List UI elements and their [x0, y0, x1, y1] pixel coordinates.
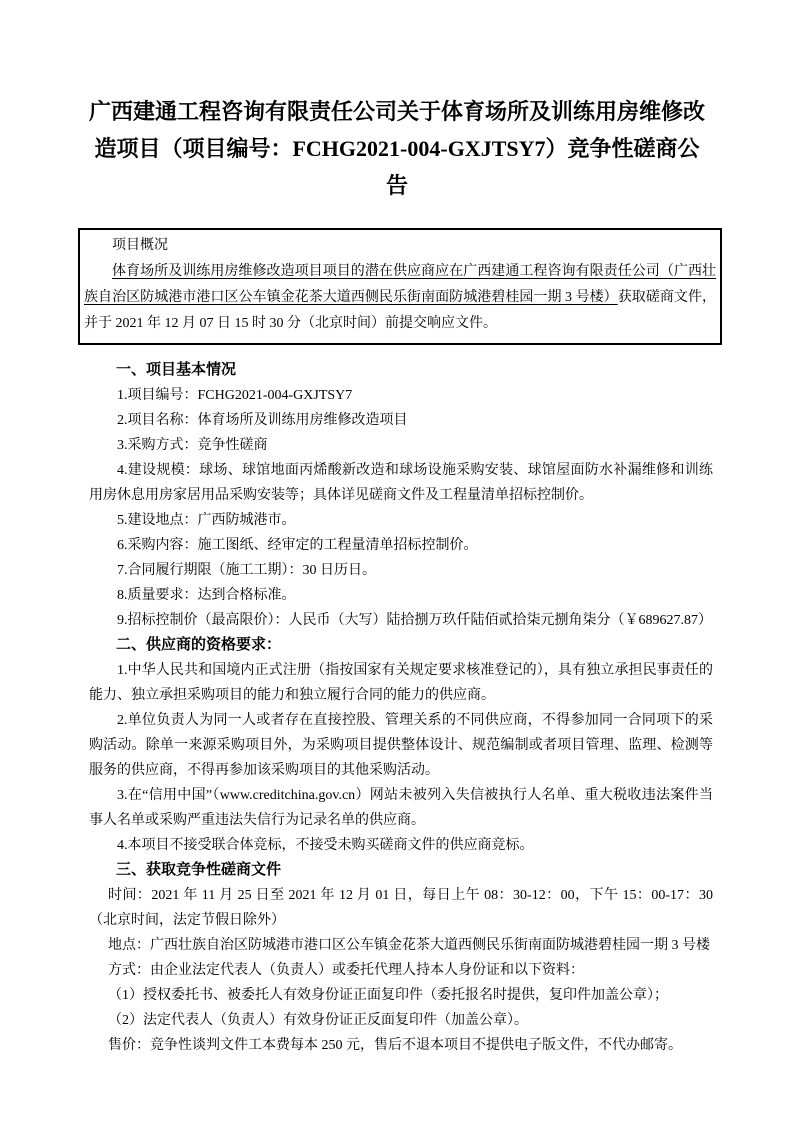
section-3-method-line: 方式：由企业法定代表人（负责人）或委托代理人持本人身份证和以下资料： [108, 963, 584, 978]
overview-paragraph [84, 259, 716, 337]
section-3-requirement-2: （2）法定代表人（负责人）有效身份证正反面复印件（加盖公章）。 [108, 1013, 528, 1028]
section-1-item-8: 8.质量要求：达到合格标准。 [117, 588, 296, 603]
page-title: 广西建通工程咨询有限责任公司关于体育场所及训练用房维修改造项目（项目编号：FCHG2021-004-GXJTSY7）竞争性磋商公告 [88, 99, 705, 198]
document-body [89, 358, 713, 1058]
section-3-price-line: 售价：竞争性谈判文件工本费每本 250 元，售后不退本项目不提供电子版文件，不代办邮寄。 [108, 1038, 682, 1053]
section-1-item-4: 4.建设规模：球场、球馆地面丙烯酸新改造和球场设施采购安装、球馆屋面防水补漏维修和训练用房休息用房家居用品采购安装等；具体详见磋商文件及工程量清单招标控制价。 [89, 463, 713, 503]
section-2-item-1: 1.中华人民共和国境内正式注册（指按国家有关规定要求核准登记的），具有独立承担民事责任的能力、独立承担采购项目的能力和独立履行合同的能力的供应商。 [89, 663, 713, 703]
overview-underlined-text: 体育场所及训练用房维修改造项目项目的潜在供应商应在广西建通工程咨询有限责任公司（广西壮族自治区防城港市港口区公车镇金花茶大道西侧民乐街南面防城港碧桂园一期 3 号楼） [84, 264, 716, 305]
section-3-requirement-1: （1）授权委托书、被委托人有效身份证正面复印件（委托报名时提供，复印件加盖公章）； [108, 988, 668, 1003]
section-2-heading: 二、供应商的资格要求： [116, 637, 282, 653]
section-3-location-line: 地点：广西壮族自治区防城港市港口区公车镇金花茶大道西侧民乐街南面防城港碧桂园一期 3 号楼 [108, 938, 710, 953]
section-1-item-5: 5.建设地点：广西防城港市。 [117, 513, 296, 528]
project-overview-box [78, 228, 722, 345]
section-3-heading: 三、获取竞争性磋商文件 [116, 862, 282, 878]
section-2-item-4: 4.本项目不接受联合体竞标，不接受未购买磋商文件的供应商竞标。 [117, 838, 534, 853]
section-1-item-6: 6.采购内容：施工图纸、经审定的工程量清单招标控制价。 [117, 538, 478, 553]
section-1-item-2: 2.项目名称：体育场所及训练用房维修改造项目 [117, 413, 408, 428]
section-1-item-3: 3.采购方式：竞争性磋商 [117, 438, 268, 453]
overview-normal-text: 获取磋商文件，并于 2021 年 12 月 07 日 15 时 30 分（北京时间）前提交响应文件。 [84, 290, 717, 331]
section-2-item-3: 3.在“信用中国”（www.creditchina.gov.cn）网站未被列入失信被执行人名单、重大税收违法案件当事人名单或采购严重违法失信行为记录名单的供应商。 [89, 788, 713, 828]
section-1-item-9: 9.招标控制价（最高限价）：人民币（大写）陆拾捌万玖仟陆佰贰拾柒元捌角柒分（￥689627.87） [117, 613, 712, 628]
section-3-time-line: 时间：2021 年 11 月 25 日至 2021 年 12 月 01 日，每日上午 08：30-12：00，下午 15：00-17：30（北京时间，法定节假日除外） [89, 888, 713, 928]
overview-heading: 项目概况 [112, 238, 168, 253]
section-1-item-1: 1.项目编号：FCHG2021-004-GXJTSY7 [117, 388, 353, 403]
section-2-item-2: 2.单位负责人为同一人或者存在直接控股、管理关系的不同供应商，不得参加同一合同项下的采购活动。除单一来源采购项目外，为采购项目提供整体设计、规范编制或者项目管理、监理、检测等服务的供应商，不得再参加该采购项目的其他采购活动。 [89, 713, 713, 778]
section-1-heading: 一、项目基本情况 [116, 362, 237, 378]
section-1-item-7: 7.合同履行期限（施工工期）：30 日历日。 [117, 563, 376, 578]
